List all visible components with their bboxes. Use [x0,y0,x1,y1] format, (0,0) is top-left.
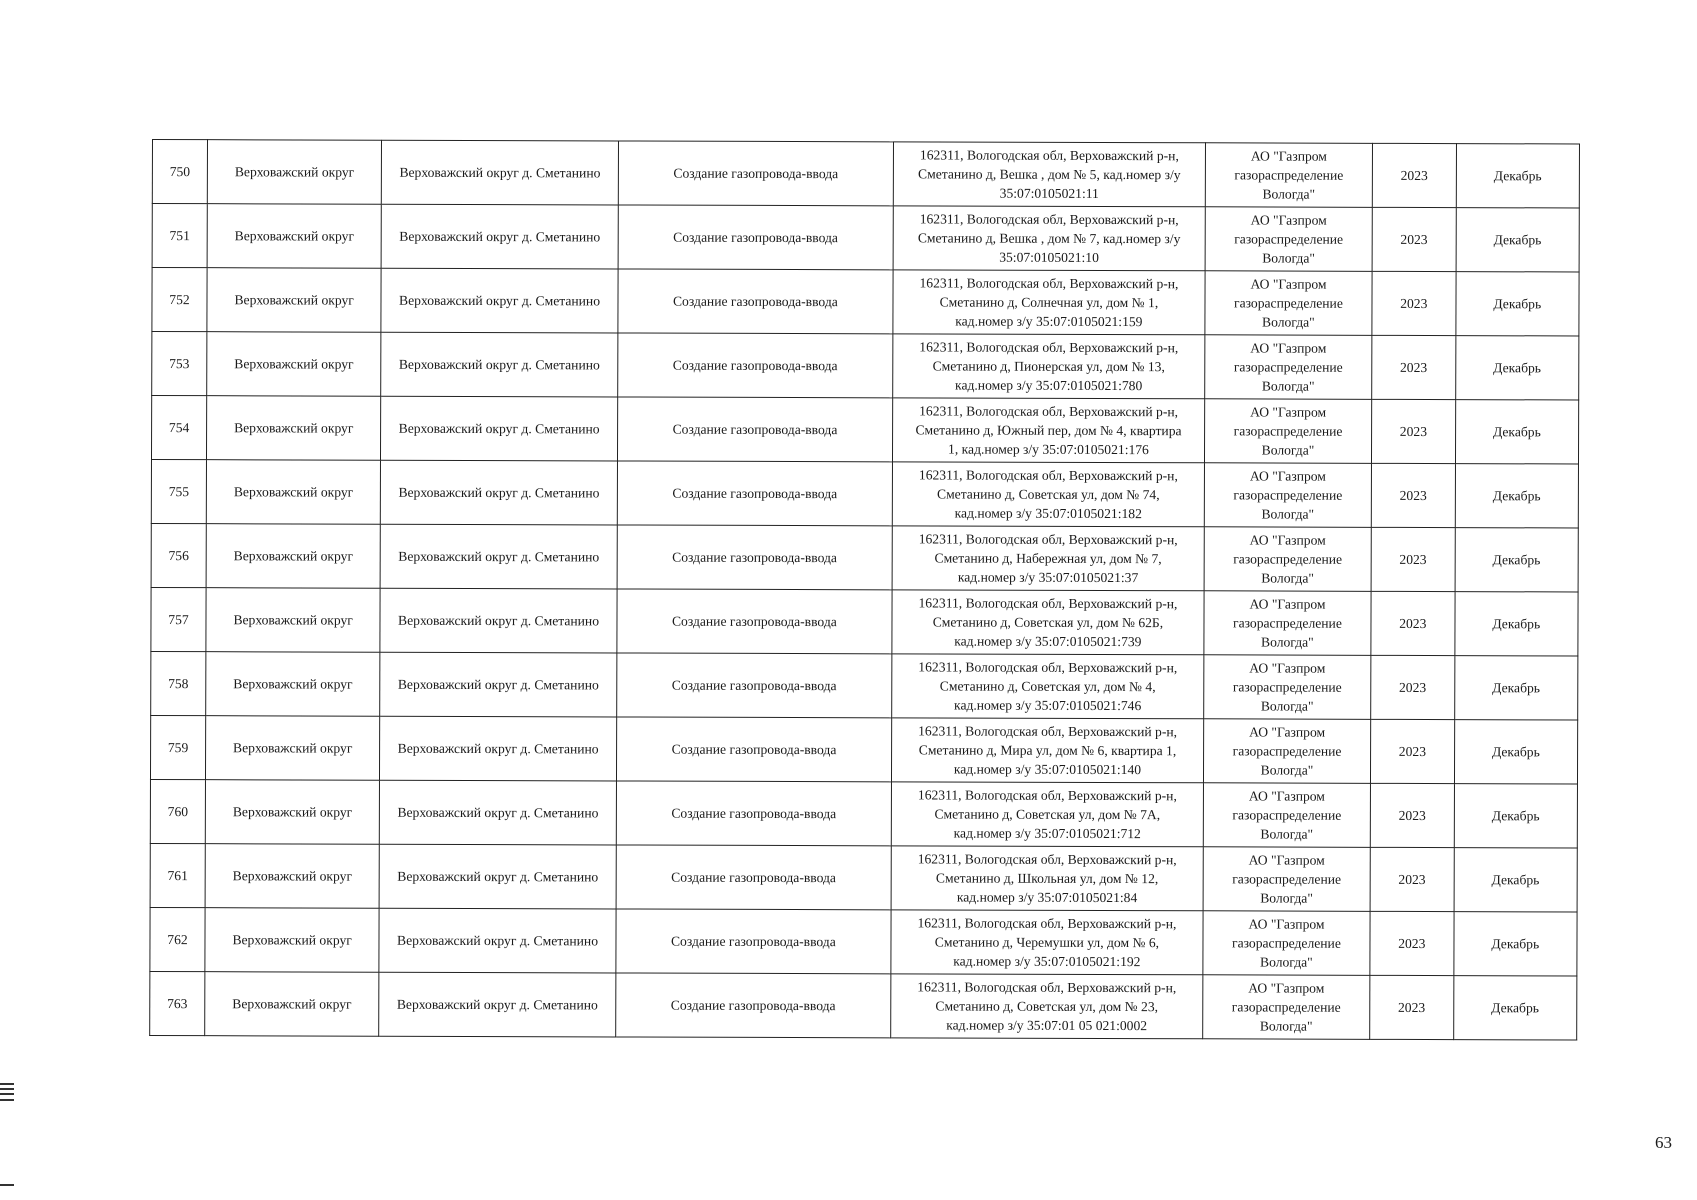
work-type-cell: Создание газопровода-ввода [617,333,892,398]
table-row [150,843,1577,911]
row-number-cell: 762 [150,907,205,971]
organization-line: газораспределение [1234,231,1344,247]
address-line: 35:07:0105021:10 [999,249,1099,265]
address-line: 162311, Вологодская обл, Верховажский р-н, [918,659,1178,676]
organization-line: газораспределение [1232,871,1342,887]
address-line: кад.номер з/у 35:07:0105021:746 [954,697,1142,714]
work-type-cell: Создание газопровода-ввода [616,845,891,910]
row-number-cell: 754 [151,396,206,460]
work-type-cell: Создание газопровода-ввода [616,653,891,718]
work-type-cell: Создание газопровода-ввода [616,717,891,782]
work-type-cell: Создание газопровода-ввода [617,589,892,654]
address-line: кад.номер з/у 35:07:0105021:739 [954,633,1142,650]
district-cell: Верховажский округ [205,780,379,845]
month-cell: Декабрь [1456,208,1580,272]
location-cell: Верховажский округ д. Сметанино [381,396,618,461]
year-cell: 2023 [1370,783,1454,847]
organization-line: АО "Газпром [1248,980,1325,996]
organization-line: АО "Газпром [1250,276,1327,292]
location-cell: Верховажский округ д. Сметанино [379,908,616,973]
organization-line: газораспределение [1233,423,1343,439]
address-cell [892,590,1204,655]
organization-line: АО "Газпром [1250,148,1327,164]
address-line: кад.номер з/у 35:07:0105021:37 [957,569,1139,586]
organization-cell [1203,975,1370,1040]
organization-line: газораспределение [1232,679,1342,695]
gasification-table [149,139,1580,1040]
year-cell: 2023 [1371,591,1455,655]
month-cell: Декабрь [1454,848,1578,912]
district-cell: Верховажский округ [207,140,381,205]
location-cell: Верховажский округ д. Сметанино [379,844,616,909]
address-cell [893,142,1205,207]
organization-line: АО "Газпром [1249,660,1326,676]
year-cell: 2023 [1371,719,1455,783]
scan-mark-line [0,1099,14,1101]
month-cell: Декабрь [1456,144,1580,208]
organization-cell [1203,911,1370,976]
address-cell [892,398,1204,463]
address-cell [891,782,1203,847]
work-type-cell: Создание газопровода-ввода [617,461,892,526]
district-cell: Верховажский округ [206,652,380,717]
organization-line: газораспределение [1231,999,1341,1015]
year-cell: 2023 [1372,271,1456,335]
organization-line: Вологда" [1260,826,1314,842]
month-cell: Декабрь [1454,720,1578,784]
year-cell: 2023 [1370,847,1454,911]
organization-line: АО "Газпром [1249,532,1326,548]
work-type-cell: Создание газопровода-ввода [616,781,891,846]
table-row [150,971,1577,1039]
address-cell [893,206,1205,271]
organization-line: Вологда" [1261,378,1315,394]
address-line: 162311, Вологодская обл, Верховажский р-н, [918,531,1178,548]
address-line: 162311, Вологодская обл, Верховажский р-н, [919,403,1179,420]
address-line: кад.номер з/у 35:07:0105021:182 [954,505,1142,522]
address-line: кад.номер з/у 35:07:0105021:192 [953,953,1141,970]
row-number-cell: 756 [151,523,206,587]
address-line: кад.номер з/у 35:07:0105021:780 [955,377,1143,394]
year-cell: 2023 [1370,911,1454,975]
year-cell: 2023 [1371,655,1455,719]
address-line: 162311, Вологодская обл, Верховажский р-н, [917,787,1177,804]
address-line: 162311, Вологодская обл, Верховажский р-н, [917,979,1177,996]
address-line: кад.номер з/у 35:07:0105021:159 [955,313,1143,330]
address-line: 162311, Вологодская обл, Верховажский р-н, [918,467,1178,484]
year-cell: 2023 [1372,143,1456,207]
address-line: Сметанино д, Пионерская ул, дом № 13, [932,358,1165,375]
address-line: 162311, Вологодская обл, Верховажский р-н, [919,211,1179,228]
year-cell: 2023 [1372,399,1456,463]
year-cell: 2023 [1371,527,1455,591]
organization-line: газораспределение [1233,615,1342,631]
address-line: 162311, Вологодская обл, Верховажский р-н, [919,147,1179,164]
page-number: 63 [1655,1133,1672,1152]
address-line: Сметанино д, Вешка , дом № 5, кад.номер з/у [918,166,1181,183]
organization-line: АО "Газпром [1249,724,1326,740]
year-cell: 2023 [1370,975,1454,1039]
organization-cell [1203,783,1370,848]
address-cell [891,846,1203,911]
address-cell [893,270,1205,335]
district-cell: Верховажский округ [206,524,380,589]
row-number-cell: 760 [150,779,205,843]
location-cell: Верховажский округ д. Сметанино [380,524,617,589]
table-row [152,204,1579,272]
organization-cell [1205,143,1372,208]
address-line: кад.номер з/у 35:07:0105021:712 [953,825,1141,842]
organization-line: АО "Газпром [1248,852,1325,868]
address-line: Сметанино д, Советская ул, дом № 74, [936,486,1160,503]
organization-line: Вологда" [1261,442,1315,458]
month-cell: Декабрь [1455,464,1579,528]
district-cell: Верховажский округ [206,716,380,781]
address-cell [891,910,1203,975]
location-cell: Верховажский округ д. Сметанино [379,972,616,1037]
address-line: Сметанино д, Набережная ул, дом № 7, [934,550,1162,567]
row-number-cell: 763 [150,971,205,1035]
organization-line: газораспределение [1233,359,1343,375]
organization-line: АО "Газпром [1248,916,1325,932]
organization-line: Вологда" [1262,250,1315,266]
location-cell: Верховажский округ д. Сметанино [381,268,618,333]
organization-line: Вологда" [1260,890,1313,906]
table-row [151,651,1578,719]
address-line: 162311, Вологодская обл, Верховажский р-н, [917,851,1177,868]
year-cell: 2023 [1371,463,1455,527]
organization-line: газораспределение [1233,487,1343,503]
month-cell: Декабрь [1455,592,1579,656]
work-type-cell: Создание газопровода-ввода [618,141,893,206]
row-number-cell: 759 [150,715,205,779]
organization-cell [1205,271,1372,336]
scan-mark-line [0,1184,14,1186]
organization-line: Вологда" [1260,954,1313,970]
address-line: Сметанино д, Мира ул, дом № 6, квартира 1, [918,742,1177,759]
organization-line: Вологда" [1260,698,1314,714]
scan-mark-line [0,1093,14,1095]
row-number-cell: 761 [150,843,205,907]
table-row [152,268,1579,336]
month-cell: Декабрь [1455,336,1579,400]
district-cell: Верховажский округ [205,844,379,909]
organization-line: АО "Газпром [1248,788,1325,804]
organization-line: Вологда" [1260,762,1314,778]
work-type-cell: Создание газопровода-ввода [618,269,893,334]
work-type-cell: Создание газопровода-ввода [615,973,890,1038]
location-cell: Верховажский округ д. Сметанино [380,780,617,845]
location-cell: Верховажский округ д. Сметанино [382,140,619,205]
month-cell: Декабрь [1455,400,1579,464]
table-row [152,332,1579,400]
organization-line: АО "Газпром [1249,596,1326,612]
table-body [150,140,1580,1040]
address-line: Сметанино д, Вешка , дом № 7, кад.номер з/у [917,230,1181,247]
row-number-cell: 752 [152,268,207,332]
organization-cell [1204,655,1371,720]
row-number-cell: 758 [151,651,206,715]
address-cell [892,654,1204,719]
organization-cell [1204,399,1371,464]
address-line: Сметанино д, Южный пер, дом № 4, квартира [915,422,1182,439]
address-line: 1, кад.номер з/у 35:07:0105021:176 [948,441,1149,458]
district-cell: Верховажский округ [207,332,381,397]
address-cell [892,462,1204,527]
location-cell: Верховажский округ д. Сметанино [381,460,618,525]
organization-cell [1204,591,1371,656]
row-number-cell: 753 [152,332,207,396]
month-cell: Декабрь [1454,784,1578,848]
address-cell [892,526,1204,591]
row-number-cell: 751 [152,204,207,268]
organization-line: АО "Газпром [1250,340,1327,356]
address-line: Сметанино д, Солнечная ул, дом № 1, [939,294,1159,311]
row-number-cell: 757 [151,587,206,651]
location-cell: Верховажский округ д. Сметанино [380,716,617,781]
table-row [151,460,1578,528]
organization-cell [1205,335,1372,400]
district-cell: Верховажский округ [205,908,379,973]
table-row [151,523,1578,591]
address-line: Сметанино д, Советская ул, дом № 4, [939,678,1156,695]
month-cell: Декабрь [1454,912,1578,976]
row-number-cell: 755 [151,460,206,524]
organization-cell [1204,527,1371,592]
table-row [150,779,1577,847]
organization-line: газораспределение [1233,551,1343,567]
district-cell: Верховажский округ [206,460,380,525]
scan-mark-line [0,1083,14,1085]
organization-cell [1203,847,1370,912]
location-cell: Верховажский округ д. Сметанино [381,204,618,269]
organization-line: Вологда" [1261,570,1314,586]
address-line: Сметанино д, Черемушки ул, дом № 6, [934,934,1160,951]
address-line: 162311, Вологодская обл, Верховажский р-н, [918,723,1178,740]
row-number-cell: 750 [152,140,207,204]
district-cell: Верховажский округ [207,268,381,333]
work-type-cell: Создание газопровода-ввода [617,525,892,590]
location-cell: Верховажский округ д. Сметанино [380,652,617,717]
location-cell: Верховажский округ д. Сметанино [381,332,618,397]
organization-cell [1204,463,1371,528]
address-cell [891,718,1203,783]
address-line: 162311, Вологодская обл, Верховажский р-н, [918,595,1178,612]
address-cell [893,334,1205,399]
organization-line: газораспределение [1234,295,1343,311]
month-cell: Декабрь [1454,656,1578,720]
organization-cell [1203,719,1370,784]
table-row [150,715,1577,783]
address-line: Сметанино д, Школьная ул, дом № 12, [935,870,1159,887]
organization-line: газораспределение [1232,743,1342,759]
month-cell: Декабрь [1456,272,1580,336]
scan-mark-line [0,1088,14,1090]
address-line: Сметанино д, Советская ул, дом № 62Б, [932,614,1164,631]
month-cell: Декабрь [1453,976,1577,1040]
district-cell: Верховажский округ [207,396,381,461]
address-line: 35:07:0105021:11 [999,185,1099,201]
address-line: Сметанино д, Советская ул, дом № 7А, [934,806,1161,823]
address-line: 162311, Вологодская обл, Верховажский р-н, [919,339,1179,356]
year-cell: 2023 [1372,335,1456,399]
organization-line: Вологда" [1262,314,1315,330]
organization-line: Вологда" [1262,186,1316,202]
organization-line: газораспределение [1232,935,1341,951]
address-line: 162311, Вологодская обл, Верховажский р-н, [917,915,1177,932]
year-cell: 2023 [1372,207,1456,271]
address-line: 162311, Вологодская обл, Верховажский р-н, [919,275,1179,292]
organization-line: газораспределение [1234,167,1344,183]
organization-line: АО "Газпром [1250,212,1327,228]
organization-line: АО "Газпром [1250,404,1327,420]
table-row [150,907,1577,975]
work-type-cell: Создание газопровода-ввода [617,397,892,462]
work-type-cell: Создание газопровода-ввода [616,909,891,974]
organization-line: Вологда" [1259,1018,1313,1034]
district-cell: Верховажский округ [206,588,380,653]
organization-line: АО "Газпром [1249,468,1326,484]
district-cell: Верховажский округ [205,972,379,1037]
table-row [152,140,1579,208]
address-line: кад.номер з/у 35:07:0105021:84 [956,889,1138,906]
month-cell: Декабрь [1455,528,1579,592]
location-cell: Верховажский округ д. Сметанино [380,588,617,653]
organization-line: Вологда" [1261,506,1315,522]
address-line: кад.номер з/у 35:07:01 05 021:0002 [946,1017,1148,1034]
work-type-cell: Создание газопровода-ввода [618,205,893,270]
district-cell: Верховажский округ [207,204,381,269]
organization-line: Вологда" [1261,634,1314,650]
address-line: Сметанино д, Советская ул, дом № 23, [935,998,1159,1015]
table-row [151,587,1578,655]
organization-line: газораспределение [1232,807,1342,823]
table-row [151,396,1578,464]
address-cell [891,974,1203,1039]
organization-cell [1205,207,1372,272]
address-line: кад.номер з/у 35:07:0105021:140 [953,761,1142,778]
